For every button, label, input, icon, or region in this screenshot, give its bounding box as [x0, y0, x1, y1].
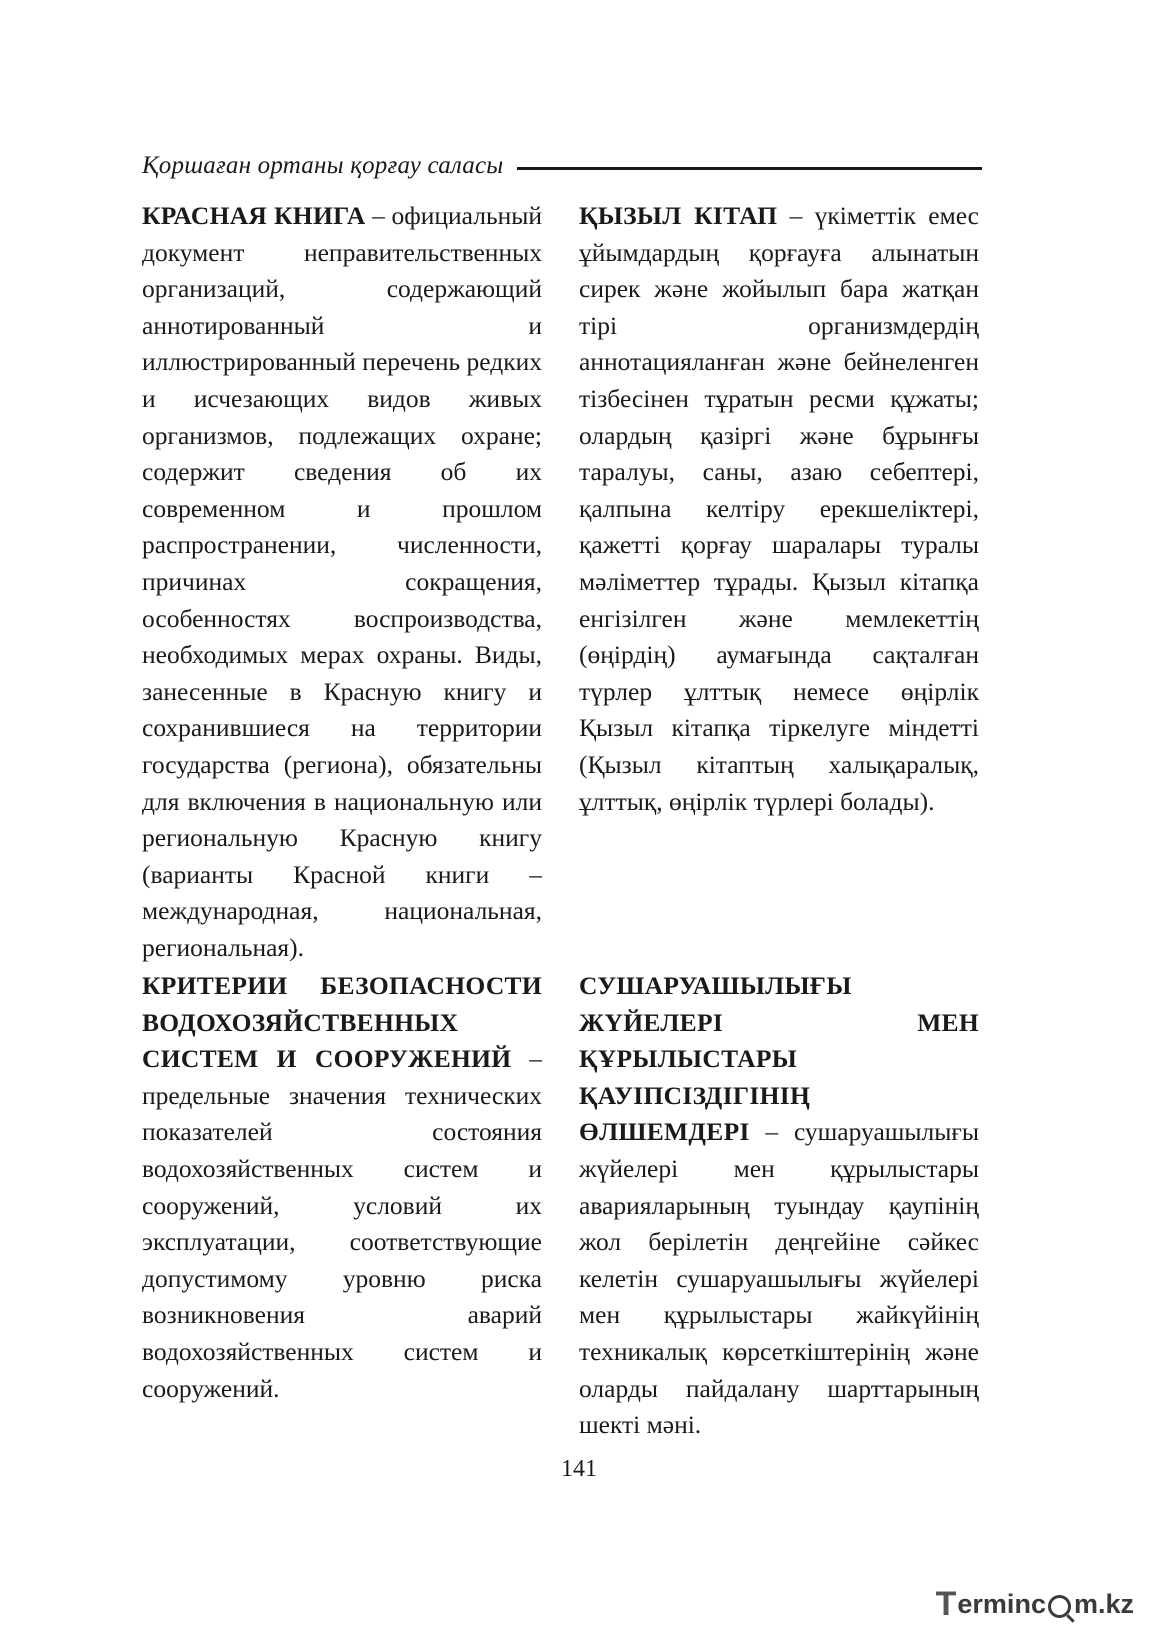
entry-red-book-ru [142, 198, 542, 966]
entry-water-safety-ru [142, 968, 542, 1407]
magnifier-icon [1048, 1595, 1071, 1618]
entry-term: СУШАРУАШЫЛЫҒЫ ЖҮЙЕЛЕРІ МЕН ҚҰРЫЛЫСТАРЫ ҚАУІПСІЗДІГІНІҢ ӨЛШЕМДЕРІ [579, 971, 979, 1147]
entry-term: КРИТЕРИИ БЕЗОПАСНОСТИ ВОДОХОЗЯЙСТВЕННЫХ СИСТЕМ И СООРУЖЕНИЙ [142, 971, 542, 1074]
termincom-watermark [936, 1584, 1134, 1624]
watermark-text-start: ermin [957, 1588, 1031, 1619]
watermark-text-end: m.kz [1073, 1588, 1134, 1619]
watermark-t-glyph: T [935, 1584, 957, 1623]
entry-definition: – предельные значения технических показателей состояния водохозяйственных систем и сооружений, условий их эксплуатации, соответствующие допустимому уровню риска возникновения аварий водохозяйственных систем и сооружений. [142, 1044, 542, 1403]
header-rule [517, 167, 982, 170]
page-number: 141 [561, 1456, 597, 1482]
section-title: Қоршаған ортаны қорғау саласы [142, 152, 504, 179]
entry-definition: – үкіметтік емес ұйымдардың қорғауға алынатын сирек және жойылып бара жатқан тірі организмдердің аннотацияланған және бейнеленген тізбесінен тұратын ресми құжаты; олардың қазіргі және бұрынғы таралуы, саны, азаю себептері, қалпына келтіру ерекшеліктері, қажетті қорғау шаралары туралы мәліметтер тұрады. Қызыл кітапқа енгізілген және мемлекеттің (өңірдің) аумағында сақталған түрлер ұлттық немесе өңірлік Қызыл кітапқа тіркелуге міндетті (Қызыл кітаптың халықаралық, ұлттық, өңірлік түрлері болады). [579, 201, 979, 816]
entry-term: КРАСНАЯ КНИГА [142, 201, 366, 230]
entry-definition: – официальный документ неправительственных организаций, содержающий аннотированный и иллюстрированный перечень редких и исчезающих видов живых организмов, подлежащих охране; содержит сведения об их современном и прошлом распространении, численности, причинах сокращения, особенностях воспроизводства, необходимых мерах охраны. Виды, занесенные в Красную книгу и сохранившиеся на территории государства (региона), обязательны для включения в национальную или региональную Красную книгу (варианты Красной книги – международная, национальная, региональная). [142, 201, 542, 962]
entry-definition: – сушаруашылығы жүйелері мен құрылыстары аварияларының туындау қаупінің жол берілетін деңгейіне сәйкес келетін сушаруашылығы жүйелері мен құрылыстары жайкүйінің техникалық көрсеткіштерінің және оларды пайдалану шарттарының шекті мәні. [579, 1117, 979, 1440]
entry-term: ҚЫЗЫЛ КІТАП [579, 201, 778, 230]
watermark-text-c: c [1030, 1588, 1046, 1619]
entry-red-book-kz [579, 198, 979, 820]
entry-water-safety-kz [579, 968, 979, 1444]
running-header [142, 148, 982, 184]
